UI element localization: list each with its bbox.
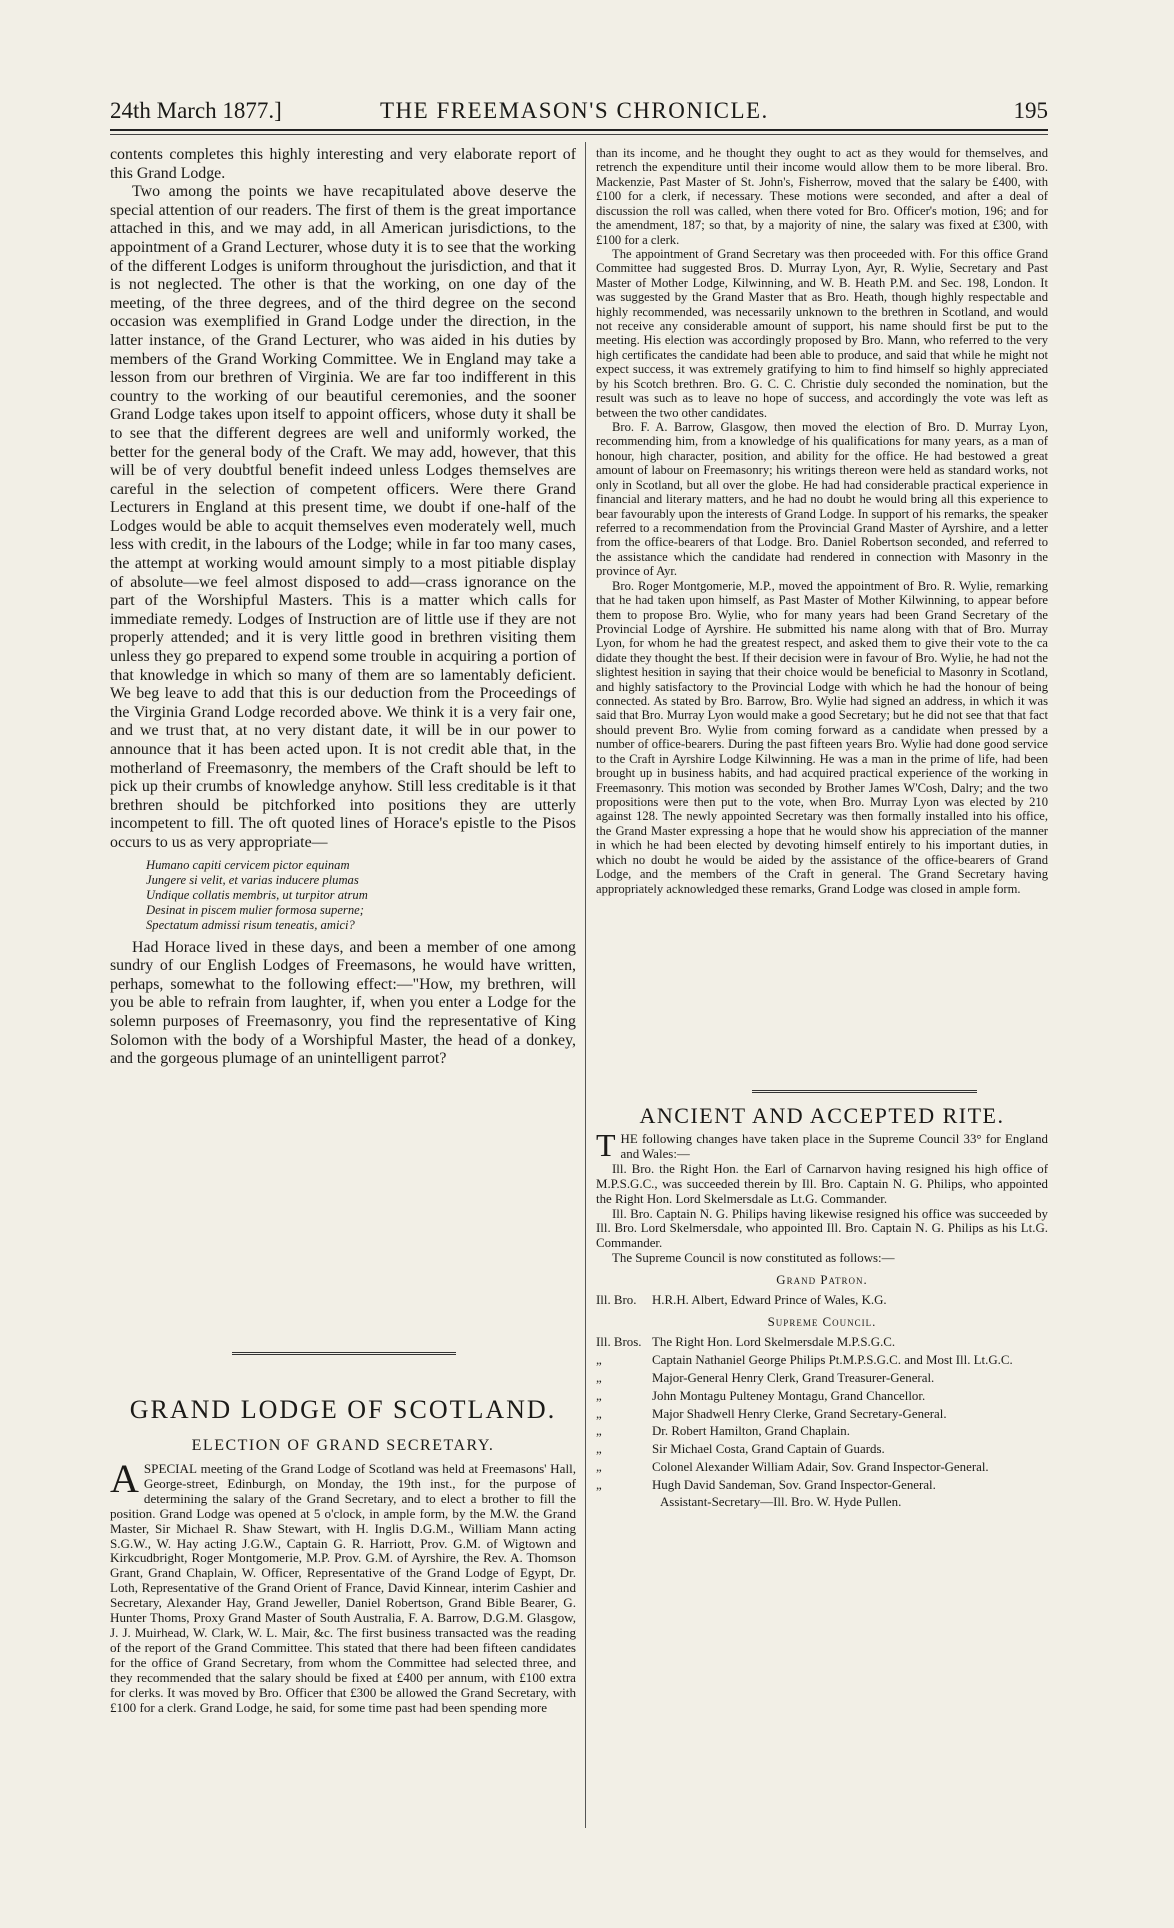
ditto-mark: „	[596, 1478, 602, 1493]
virginia-article-column	[110, 146, 576, 1316]
ditto-mark: „	[596, 1424, 602, 1439]
verse-line: Undique collatis membris, ut turpitor atrum	[146, 887, 368, 902]
council-member	[596, 1460, 1048, 1475]
title-prefix: Ill. Bros.	[596, 1334, 642, 1349]
ditto-mark: „	[596, 1442, 602, 1457]
member-name: Major Shadwell Henry Clerke, Grand Secretary-General.	[652, 1406, 947, 1421]
council-member	[596, 1353, 1048, 1368]
issue-date: 24th March 1877.]	[110, 98, 282, 123]
article-paragraph: Two among the points we have recapitulated above deserve the special attention of our readers. The first of them is the great importance attached in this, and we may add, in all American jurisdictions, to the appointment of a Grand Lecturer, whose duty it is to see that the working of the different Lodges is uniform throughout the jurisdiction, and that it is not neglected. The other is that the working, on one day of the meeting, of the three degrees, and of the third degree on the second occasion was exemplified in Grand Lodge under the direction, in the latter instance, of the Grand Lecturer, who was aided in his duties by members of the Grand Working Committee. We in England may take a lesson from our brethren of Virginia. We are far too indifferent in this country to the working of our beautiful ceremonies, and the sooner Grand Lodge takes upon itself to appoint officers, whose duty it shall be to see that the different degrees are well and uniformly worked, the better for the general body of the Craft. We may add, however, that this will be of very doubtful benefit indeed unless Lodges themselves are careful in the selection of competent officers. Were there Grand Lecturers in England at this present time, we doubt if one-half of the Lodges would be able to acquit themselves even moderately well, much less with credit, in the labours of the Lodge; while in far too many cases, the attempt at working would amount simply to a most pitiable display of absolute—we feel almost disposed to add—crass ignorance on the part of the Worshipful Masters. This is a matter which calls for immediate remedy. Lodges of Instruction are of little use if they are not properly attended; and it is very little good in brethren visiting them unless they go prepared to expend some trouble in acquiring a portion of that knowledge in which so many of them are so lamentably deficient. We beg leave to add that this is our deduction from the Proceedings of the Virginia Grand Lodge recorded above. We think it is a very fair one, and we trust that, at no very distant date, it will be in our power to announce that it has been acted upon. It is not credit able that, in the motherland of Freemasonry, the members of the Craft should be left to pick up their crumbs of knowledge anyhow. Still less creditable is it that brethren should be pitchforked into positions they are utterly incompetent to fill. The oft quoted lines of Horace's epistle to the Pisos occurs to us as very appropriate—	[110, 183, 576, 851]
election-subheading: ELECTION OF GRAND SECRETARY.	[191, 1437, 495, 1454]
assistant-secretary: Assistant-Secretary—Ill. Bro. W. Hyde Pullen.	[660, 1495, 902, 1510]
patron-entry	[596, 1293, 1048, 1308]
rite-intro	[596, 1132, 1048, 1162]
page-number: 195	[1013, 98, 1048, 123]
member-name: Sir Michael Costa, Grand Captain of Guards.	[652, 1442, 885, 1457]
ditto-mark: „	[596, 1370, 602, 1385]
verse-line: Humano capiti cervicem pictor equinam	[146, 857, 350, 872]
member-name: Dr. Robert Hamilton, Grand Chaplain.	[652, 1424, 850, 1439]
council-member	[596, 1424, 1048, 1439]
article-paragraph: Had Horace lived in these days, and been a member of one among sundry of our English Lodges of Freemasons, he would have written, perhaps, somewhat to the following effect:—"How, my brethren, will you be able to refrain from laughter, if, when you enter a Lodge for the solemn purposes of Freemasonry, you find the representative of King Solomon with the body of a Worshipful Master, the head of a donkey, and the gorgeous plumage of an unintelligent parrot?	[110, 938, 576, 1068]
column-divider	[585, 142, 586, 1828]
rite-paragraph: Ill. Bro. the Right Hon. the Earl of Carnarvon having resigned his high office of M.P.S.G.C., was succeeded therein by Ill. Bro. Captain N. G. Philips, who appointed the Right Hon. Lord Skelmersdale as Lt.G. Commander.	[596, 1161, 1048, 1206]
council-member	[596, 1478, 1048, 1493]
member-name: Colonel Alexander William Adair, Sov. Grand Inspector-General.	[652, 1460, 989, 1475]
report-paragraph: than its income, and he thought they ought to act as they would for themselves, and retrench the expenditure until their income would allow them to be more liberal. Bro. Mackenzie, Past Master of St. John's, Fisherrow, moved that the salary be £400, with £100 for a clerk, if necessary. These motions were seconded, and after a deal of discussion the roll was called, when there voted for Bro. Officer's motion, 196; and for the amendment, 187; so that, by a majority of nine, the salary was fixed at £300, with £100 for a clerk.	[596, 146, 1048, 247]
member-name: Major-General Henry Clerk, Grand Treasurer-General.	[652, 1370, 935, 1385]
rite-paragraph: The Supreme Council is now constituted as follows:—	[612, 1251, 895, 1266]
drop-cap: T	[596, 1132, 616, 1163]
grand-lodge-heading: GRAND LODGE OF SCOTLAND.	[129, 1395, 557, 1424]
ancient-rite-column	[596, 1132, 1048, 1847]
verse-line: Spectatum admissi risum teneatis, amici?	[146, 917, 355, 932]
horace-quotation	[146, 858, 576, 933]
page-header	[110, 98, 1048, 128]
section-separator	[232, 1352, 456, 1355]
supreme-council-heading: Supreme Council.	[767, 1314, 877, 1329]
article-paragraph: contents completes this highly interesting and very elaborate report of this Grand Lodge.	[110, 146, 576, 182]
report-paragraph: Bro. F. A. Barrow, Glasgow, then moved the election of Bro. D. Murray Lyon, recommending him, from a knowledge of his qualifications for many years, as a man of honour, high character, position, and ability for the office. He had bestowed a great amount of labour on Freemasonry; his writings thereon were held as standard works, not only in Scotland, but all over the globe. He had had considerable practical experience in financial and literary matters, and he had no doubt he would bring all this experience to bear favourably upon the interests of Grand Lodge. In support of his remarks, the speaker referred to a recommendation from the Provincial Grand Master of Ayrshire, and a letter from the office-bearers of that Lodge. Bro. Daniel Robertson seconded, and referred to the assistance which the candidate had rendered in connection with Masonry in the province of Ayr.	[596, 420, 1048, 579]
verse-line: Desinat in piscem mulier formosa superne;	[146, 902, 364, 917]
grand-patron-heading: Grand Patron.	[776, 1273, 868, 1288]
member-name: Hugh David Sandeman, Sov. Grand Inspector-General.	[652, 1478, 936, 1493]
report-paragraph: The appointment of Grand Secretary was then proceeded with. For this office Grand Committee had suggested Bros. D. Murray Lyon, Ayr, R. Wylie, Secretary and Past Master of Mother Lodge, Kilwinning, and W. B. Heath P.M. and Sec. 198, London. It was suggested by the Grand Master that as Bro. Heath, though highly respectable and highly recommended, was necessarily unknown to the brethren in Scotland, and would not receive any considerable amount of support, his name should first be put to the meeting. His election was accordingly proposed by Bro. Mann, who referred to the very high certificates the candidate had been able to produce, and said that while he might not expect success, it was extremely gratifying to him to find himself so highly appreciated by his Scotch brethren. Bro. G. C. C. Christie duly seconded the nomination, but the result was such as to leave no hope of success, and accordingly the vote was left as between the two other candidates.	[596, 246, 1048, 420]
verse-line: Jungere si velit, et varias inducere plumas	[146, 872, 359, 887]
grand-lodge-continued-column	[596, 146, 1048, 1086]
lead-in-caps: HE	[620, 1132, 638, 1146]
council-member	[596, 1407, 1048, 1422]
ditto-mark: „	[596, 1388, 602, 1403]
member-name: John Montagu Pulteney Montagu, Grand Chancellor.	[652, 1388, 926, 1403]
patron-name: H.R.H. Albert, Edward Prince of Wales, K.G.	[652, 1293, 887, 1308]
council-member	[596, 1335, 1048, 1350]
member-name: The Right Hon. Lord Skelmersdale M.P.S.G.C.	[652, 1334, 896, 1349]
member-name: Captain Nathaniel George Philips Pt.M.P.S.G.C. and Most Ill. Lt.G.C.	[652, 1352, 1013, 1367]
ditto-mark: „	[596, 1406, 602, 1421]
council-member	[596, 1389, 1048, 1404]
grand-lodge-report-column	[110, 1462, 576, 1847]
rite-intro-text: following changes have taken place in the Supreme Council 33° for England and Wales:—	[620, 1132, 1048, 1161]
report-paragraph: Bro. Roger Montgomerie, M.P., moved the appointment of Bro. R. Wylie, remarking that he had taken upon himself, as Past Master of Mother Kilwinning, to appear before them to propose Bro. Wylie, who for many years had been Grand Secretary of the Provincial Lodge of Ayrshire. He submitted his name along with that of Bro. Murray Lyon, for whom he had the greatest respect, and asked them to give their vote to the ca didate they thought the best. If their decision were in favour of Bro. Wylie, he had not the slightest hesition in saying that their choice would be beneficial to Masonry in Scotland, and highly satisfactory to the Provincial Lodge with which he had the honour of being connected. As stated by Bro. Barrow, Bro. Wylie had signed an address, in which it was said that Bro. Murray Lyon would make a good Secretary; but he did not see that that fact should prevent Bro. Wylie from coming forward as a candidate when pressed by a number of office-bearers. During the past fifteen years Bro. Wylie had done good service to the Craft in Ayrshire Lodge Kilwinning. He was a man in the prime of life, had been brought up in business habits, and had acquired practical experience of the working in Freemasonry. This motion was seconded by Brother James W'Cosh, Dalry; and the two propositions were then put to the vote, when Bro. Murray Lyon was elected by 210 against 128. The newly appointed Secretary was then formally installed into his office, the Grand Master expressing a hope that he would show his appreciation of the manner in which he had been elected by devoting himself entirely to his important duties, in which no doubt he would be aided by the assistance of the office-bearers of Grand Lodge, and the members of the Craft in general. The Grand Secretary having appropriately acknowledged these remarks, Grand Lodge was closed in ample form.	[596, 578, 1048, 896]
drop-cap: A	[110, 1462, 139, 1501]
rite-paragraph: Ill. Bro. Captain N. G. Philips having likewise resigned his office was succeeded by Ill. Bro. Lord Skelmersdale, who appointed Ill. Bro. Captain N. G. Philips as his Lt.G. Commander.	[596, 1206, 1048, 1251]
header-rule-thin	[110, 134, 1048, 135]
section-separator	[752, 1090, 977, 1093]
council-member	[596, 1371, 1048, 1386]
report-opening-paragraph	[110, 1462, 576, 1715]
ancient-rite-heading: ANCIENT AND ACCEPTED RITE.	[639, 1103, 1005, 1128]
masthead-title: THE FREEMASON'S CHRONICLE.	[380, 98, 769, 123]
report-body: meeting of the Grand Lodge of Scotland was held at Freemasons' Hall, George-street, Edinburgh, on Monday, the 19th inst., for the purpose of determining the salary of the Grand Secretary, and to elect a brother to fill the position. Grand Lodge was opened at 5 o'clock, in ample form, by the M.W. the Grand Master, Sir Michael R. Shaw Stewart, with H. Inglis D.G.M., William Mann acting S.G.W., W. Hay acting J.G.W., Captain G. R. Harriott, Prov. G.M. of Wigtown and Kirkcudbright, Roger Montgomerie, M.P. Prov. G.M. of Ayrshire, the Rev. A. Thomson Grant, Grand Chaplain, W. Officer, Representative of the Grand Lodge of Egypt, Dr. Loth, Representative of the Grand Orient of France, David Kinnear, interim Cashier and Secretary, Alexander Hay, Grand Jeweller, Daniel Robertson, Grand Bible Bearer, G. Hunter Thoms, Proxy Grand Master of South Australia, F. A. Barrow, D.G.M. Glasgow, J. J. Muirhead, W. Clark, W. L. Mair, &c. The first business transacted was the reading of the report of the Grand Committee. This stated that there had been fifteen candidates for the office of Grand Secretary, from whom the Committee had selected three, and they recommended that the salary should be fixed at £400 per annum, with £100 extra for clerks. It was moved by Bro. Officer that £300 be allowed the Grand Secretary, with £100 for a clerk. Grand Lodge, he said, for some time past had been spending more	[110, 1462, 576, 1715]
ditto-mark: „	[596, 1352, 602, 1367]
header-rule	[110, 129, 1048, 131]
ditto-mark: „	[596, 1460, 602, 1475]
title-prefix: Ill. Bro.	[596, 1293, 637, 1308]
lead-in-caps: SPECIAL	[143, 1462, 198, 1476]
council-member	[596, 1442, 1048, 1457]
